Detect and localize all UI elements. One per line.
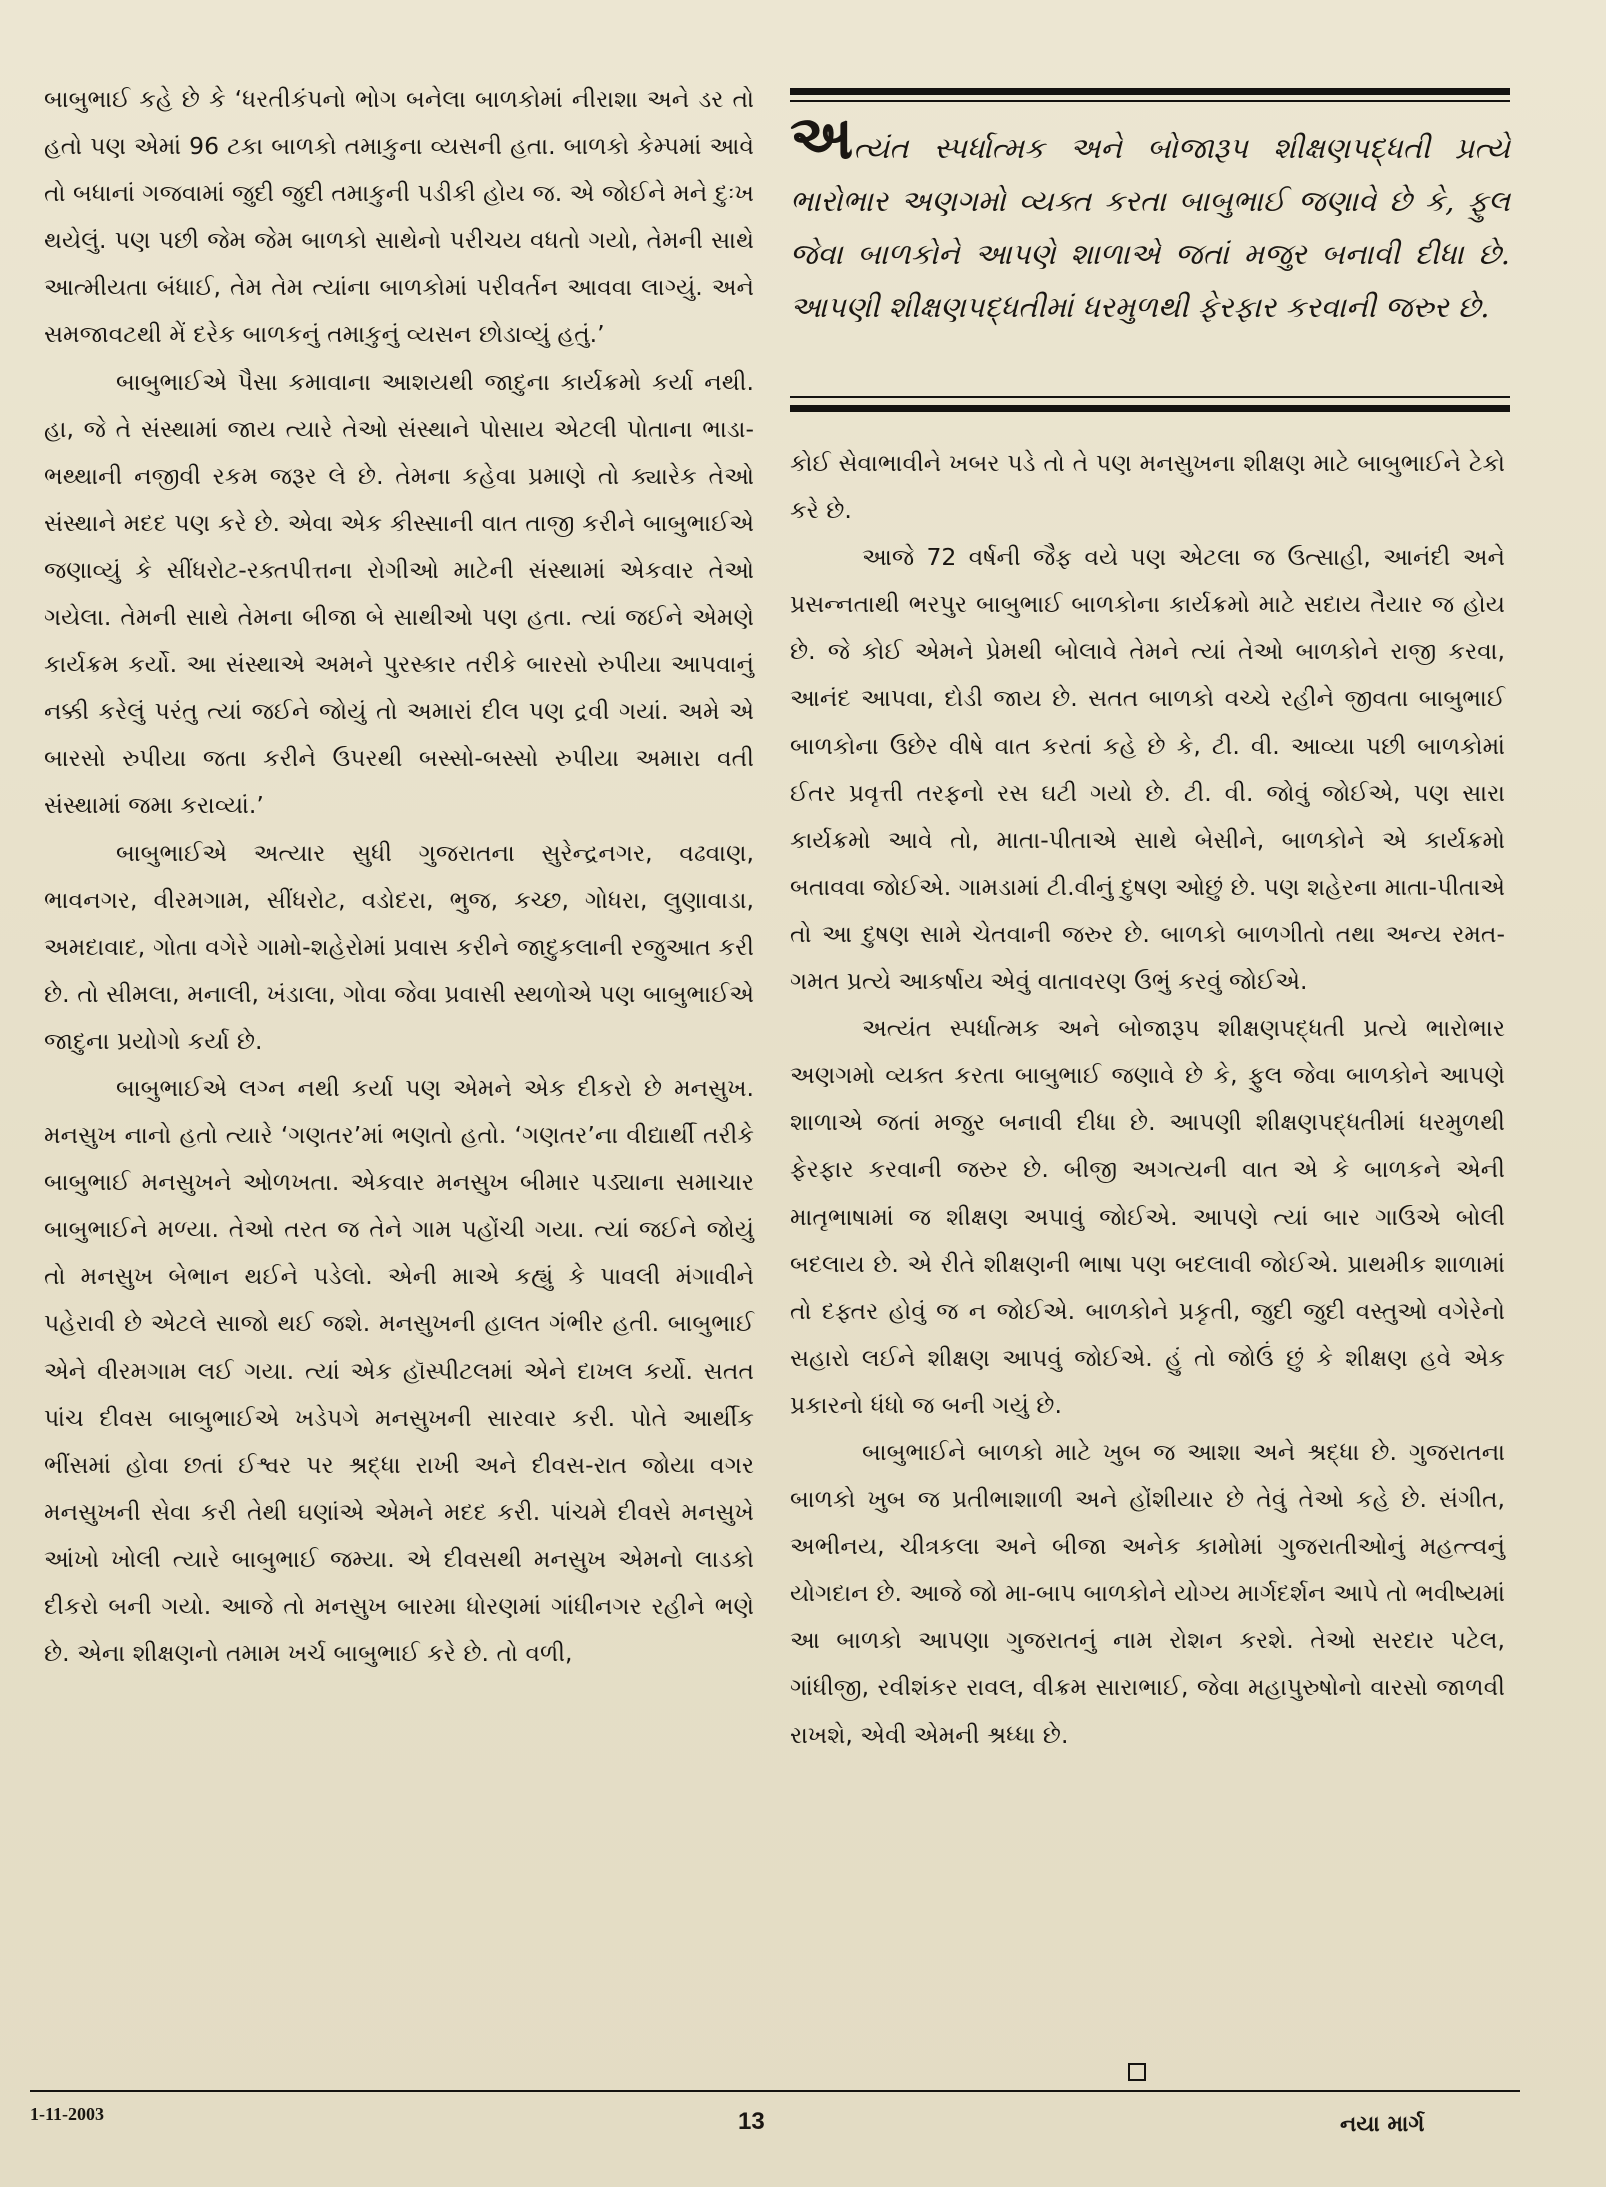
left-paragraph-3: બાબુભાઈએ અત્યાર સુધી ગુજરાતના સુરેન્દ્રનગર, વઢવાણ, ભાવનગર, વીરમગામ, સીંધરોટ, વડોદરા, ભુજ, કચ્છ, ગોધરા, લુણાવાડા, અમદાવાદ, ગોતા વગેરે ગામો-શહેરોમાં પ્રવાસ કરીને જાદુકલાની રજુઆત કરી છે. તો સીમલા, મનાલી, ખંડાલા, ગોવા જેવા પ્રવાસી સ્થળોએ પણ બાબુભાઈએ જાદુના પ્રયોગો કર્યા છે. (44, 838, 754, 1055)
right-column (790, 440, 1505, 1759)
left-paragraph-1: બાબુભાઈ કહે છે કે ‘ધરતીકંપનો ભોગ બનેલા બાળકોમાં નીરાશા અને ડર તો હતો પણ એમાં 96 ટકા બાળકો તમાકુના વ્યસની હતા. બાળકો કેમ્પમાં આવે તો બધાનાં ગજવામાં જુદી જુદી તમાકુની પડીકી હોય જ. એ જોઈને મને દુઃખ થયેલું. પણ પછી જેમ જેમ બાળકો સાથેનો પરીચય વધતો ગયો, તેમની સાથે આત્મીયતા બંધાઈ, તેમ તેમ ત્યાંના બાળકોમાં પરીવર્તન આવવા લાગ્યું. અને સમજાવટથી મેં દરેક બાળકનું તમાકુનું વ્યસન છોડાવ્યું હતું.’ (44, 85, 754, 349)
left-column (44, 76, 754, 1677)
footer-rule (30, 2090, 1520, 2092)
publication-name: નયા માર્ગ (1340, 2112, 1425, 2137)
article-end-mark (1128, 2063, 1146, 2081)
right-paragraph-3: અત્યંત સ્પર્ધાત્મક અને બોજારૂપ શીક્ષણપદ્ધતી પ્રત્યે ભારોભાર અણગમો વ્યક્ત કરતા બાબુભાઈ જણાવે છે કે, ફુલ જેવા બાળકોને આપણે શાળાએ જતાં મજુર બનાવી દીધા છે. આપણી શીક્ષણપદ્ધતીમાં ધરમુળથી ફેરફાર કરવાની જરુર છે. બીજી અગત્યની વાત એ કે બાળકને એની માતૃભાષામાં જ શીક્ષણ અપાવું જોઈએ. આપણે ત્યાં બાર ગાઉએ બોલી બદલાય છે. એ રીતે શીક્ષણની ભાષા પણ બદલાવી જોઈએ. પ્રાથમીક શાળામાં તો દફ્તર હોવું જ ન જોઈએ. બાળકોને પ્રકૃતી, જુદી જુદી વસ્તુઓ વગેરેનો સહારો લઈને શીક્ષણ આપવું જોઈએ. હું તો જોઉં છું કે શીક્ષણ હવે એક પ્રકારનો ધંધો જ બની ગયું છે. (790, 1014, 1505, 1419)
footer-date: 1-11-2003 (30, 2104, 104, 2124)
left-paragraph-4: બાબુભાઈએ લગ્ન નથી કર્યા પણ એમને એક દીકરો છે મનસુખ. મનસુખ નાનો હતો ત્યારે ‘ગણતર’માં ભણતો હતો. ‘ગણતર’ના વીદ્યાર્થી તરીકે બાબુભાઈ મનસુખને ઓળખતા. એકવાર મનસુખ બીમાર પડ્યાના સમાચાર બાબુભાઈને મળ્યા. તેઓ તરત જ તેને ગામ પહોંચી ગયા. ત્યાં જઈને જોયું તો મનસુખ બેભાન થઈને પડેલો. એની માએ કહ્યું કે પાવલી મંગાવીને પહેરાવી છે એટલે સાજો થઈ જશે. મનસુખની હાલત ગંભીર હતી. બાબુભાઈ એને વીરમગામ લઈ ગયા. ત્યાં એક હૉસ્પીટલમાં એને દાખલ કર્યો. સતત પાંચ દીવસ બાબુભાઈએ ખડેપગે મનસુખની સારવાર કરી. પોતે આર્થીક ભીંસમાં હોવા છતાં ઈશ્વર પર શ્રદ્ધા રાખી અને દીવસ-રાત જોયા વગર મનસુખની સેવા કરી તેથી ઘણાંએ એમને મદદ કરી. પાંચમે દીવસે મનસુખે આંખો ખોલી ત્યારે બાબુભાઈ જમ્યા. એ દીવસથી મનસુખ એમનો લાડકો દીકરો બની ગયો. આજે તો મનસુખ બારમા ધોરણમાં ગાંધીનગર રહીને ભણે છે. એના શીક્ષણનો તમામ ખર્ચ બાબુભાઈ કરે છે. તો વળી, (44, 1073, 754, 1668)
pull-quote (790, 103, 1510, 388)
pullquote-top-rule-thin (790, 100, 1510, 102)
pullquote-bottom-rule-thick (790, 405, 1510, 412)
right-paragraph-2: આજે 72 વર્ષની જૈફ વયે પણ એટલા જ ઉત્સાહી, આનંદી અને પ્રસન્નતાથી ભરપુર બાબુભાઈ બાળકોના કાર્યક્રમો માટે સદાય તૈયાર જ હોય છે. જે કોઈ એમને પ્રેમથી બોલાવે તેમને ત્યાં તેઓ બાળકોને રાજી કરવા, આનંદ આપવા, દોડી જાય છે. સતત બાળકો વચ્ચે રહીને જીવતા બાબુભાઈ બાળકોના ઉછેર વીષે વાત કરતાં કહે છે કે, ટી. વી. આવ્યા પછી બાળકોમાં ઈતર પ્રવૃત્તી તરફનો રસ ઘટી ગયો છે. ટી. વી. જોવું જોઈએ, પણ સારા કાર્યક્રમો આવે તો, માતા-પીતાએ સાથે બેસીને, બાળકોને એ કાર્યક્રમો બતાવવા જોઈએ. ગામડામાં ટી.વીનું દુષણ ઓછું છે. પણ શહેરના માતા-પીતાએ તો આ દુષણ સામે ચેતવાની જરુર છે. બાળકો બાળગીતો તથા અન્ય રમત-ગમત પ્રત્યે આકર્ષાય એવું વાતાવરણ ઉભું કરવું જોઈએ. (790, 543, 1505, 996)
right-paragraph-1: કોઈ સેવાભાવીને ખબર પડે તો તે પણ મનસુખના શીક્ષણ માટે બાબુભાઈને ટેકો કરે છે. (790, 449, 1505, 525)
pullquote-text: ત્યંત સ્પર્ધાત્મક અને બોજારૂપ શીક્ષણપદ્ધતી પ્રત્યે ભારોભાર અણગમો વ્યક્ત કરતા બાબુભાઈ જણાવે છે કે, ફુલ જેવા બાળકોને આપણે શાળાએ જતાં મજુર બનાવી દીધા છે. આપણી શીક્ષણપદ્ધતીમાં ધરમુળથી ફેરફાર કરવાની જરુર છે. (790, 131, 1510, 324)
page-number: 13 (738, 2108, 765, 2135)
pullquote-top-rule-thick (790, 88, 1510, 95)
right-paragraph-4: બાબુભાઈને બાળકો માટે ખુબ જ આશા અને શ્રદ્ધા છે. ગુજરાતના બાળકો ખુબ જ પ્રતીભાશાળી અને હોંશીયાર છે તેવું તેઓ કહે છે. સંગીત, અભીનય, ચીત્રકલા અને બીજા અનેક કામોમાં ગુજરાતીઓનું મહત્ત્વનું યોગદાન છે. આજે જો મા-બાપ બાળકોને યોગ્ય માર્ગદર્શન આપે તો ભવીષ્યમાં આ બાળકો આપણા ગુજરાતનું નામ રોશન કરશે. તેઓ સરદાર પટેલ, ગાંધીજી, રવીશંકર રાવલ, વીક્રમ સારાભાઈ, જેવા મહાપુરુષોનો વારસો જાળવી રાખશે, એવી એમની શ્રધ્ધા છે. (790, 1437, 1505, 1749)
left-paragraph-2: બાબુભાઈએ પૈસા કમાવાના આશયથી જાદુના કાર્યક્રમો કર્યા નથી. હા, જે તે સંસ્થામાં જાય ત્યારે તેઓ સંસ્થાને પોસાય એટલી પોતાના ભાડા-ભથ્થાની નજીવી રકમ જરૂર લે છે. તેમના કહેવા પ્રમાણે તો ક્યારેક તેઓ સંસ્થાને મદદ પણ કરે છે. એવા એક કીસ્સાની વાત તાજી કરીને બાબુભાઈએ જણાવ્યું કે સીંધરોટ-રક્તપીત્તના રોગીઓ માટેની સંસ્થામાં એકવાર તેઓ ગયેલા. તેમની સાથે તેમના બીજા બે સાથીઓ પણ હતા. ત્યાં જઈને એમણે કાર્યક્રમ કર્યો. આ સંસ્થાએ અમને પુરસ્કાર તરીકે બારસો રુપીયા આપવાનું નક્કી કરેલું પરંતુ ત્યાં જઈને જોયું તો અમારાં દીલ પણ દ્રવી ગયાં. અમે એ બારસો રુપીયા જતા કરીને ઉપરથી બસ્સો-બસ્સો રુપીયા અમારા વતી સંસ્થામાં જમા કરાવ્યાં.’ (44, 367, 754, 820)
pullquote-drop-cap: અ (790, 103, 854, 173)
pullquote-bottom-rule-thin (790, 396, 1510, 398)
